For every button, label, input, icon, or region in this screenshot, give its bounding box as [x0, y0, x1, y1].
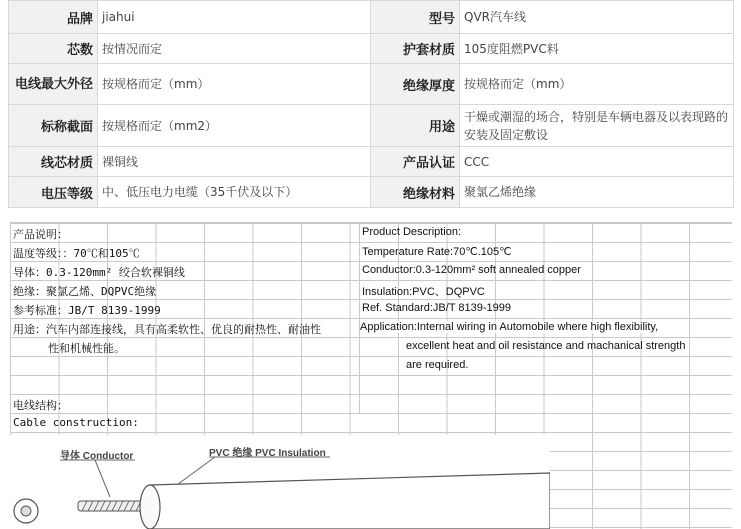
desc-cn-line: 产品说明：: [13, 228, 68, 241]
spec-key: 芯数: [9, 34, 98, 64]
spec-row: [9, 1, 734, 34]
spec-value: 裸铜线: [98, 147, 371, 177]
structure-heading-en: Cable construction:: [13, 416, 139, 429]
spec-table: [8, 0, 734, 208]
spec-row: [9, 34, 734, 64]
spec-key: 绝缘材料: [371, 177, 460, 208]
spec-value: 中、低压电力电缆（35千伏及以下）: [98, 177, 371, 208]
desc-cn-line: 性和机械性能。: [48, 342, 125, 355]
cross-section-core: [21, 506, 31, 516]
spec-key: 品牌: [9, 1, 98, 34]
desc-en-line: Product Description:: [362, 226, 462, 238]
description-grid: [10, 222, 732, 529]
spec-key: 标称截面: [9, 105, 98, 147]
spec-value: 按规格而定（mm）: [98, 64, 371, 105]
desc-en-line: Insulation:PVC、DQPVC: [362, 286, 485, 298]
spec-value: CCC: [460, 147, 734, 177]
spec-value: 105度阻燃PVC料: [460, 34, 734, 64]
desc-en-line: are required.: [406, 359, 469, 371]
conductor-label: 导体 Conductor: [60, 451, 134, 462]
spec-key: 型号: [371, 1, 460, 34]
spec-key: 电线最大外径: [9, 64, 98, 105]
spec-key: 护套材质: [371, 34, 460, 64]
spec-value: QVR汽车线: [460, 1, 734, 34]
spec-key: 绝缘厚度: [371, 64, 460, 105]
desc-en-line: Ref. Standard:JB/T 8139-1999: [362, 302, 512, 314]
spec-value: 聚氯乙烯绝缘: [460, 177, 734, 208]
column-divider: [359, 223, 360, 413]
spec-value: jiahui: [98, 1, 371, 34]
spec-key: 电压等级: [9, 177, 98, 208]
cable-diagram: [10, 435, 550, 529]
spec-row: [9, 147, 734, 177]
desc-cn-line: 导体：0.3-120mm² 绞合软裸铜线: [13, 266, 185, 279]
conductor-leader-line: [95, 460, 110, 497]
desc-en-line: excellent heat and oil resistance and machanical strength: [406, 340, 686, 352]
spec-row: [9, 64, 734, 105]
spec-value: 干燥或潮湿的场合，特别是车辆电器及以表现路的安装及固定敷设: [460, 105, 734, 147]
desc-cn-line: 用途：汽车内部连接线，具有高柔软性、优良的耐热性、耐油性: [13, 323, 321, 336]
spec-row: [9, 105, 734, 147]
desc-cn-line: 温度等级：：70℃和105℃: [13, 247, 140, 260]
structure-heading-cn: 电线结构：: [13, 399, 68, 412]
insulation-label: PVC 绝缘 PVC Insulation: [209, 448, 326, 459]
spec-key: 产品认证: [371, 147, 460, 177]
insulation-end: [140, 485, 160, 529]
desc-cn-line: 参考标准：JB/T 8139-1999: [13, 304, 161, 317]
spec-value: 按规格而定（mm）: [460, 64, 734, 105]
spec-value: 按情况而定: [98, 34, 371, 64]
spec-value: 按规格而定（mm2）: [98, 105, 371, 147]
spec-key: 用途: [371, 105, 460, 147]
desc-en-line: Application:Internal wiring in Automobile where high flexibility,: [360, 321, 659, 333]
desc-en-line: Temperature Rate:70℃.105℃: [362, 246, 512, 258]
spec-row: [9, 177, 734, 208]
spec-key: 线芯材质: [9, 147, 98, 177]
desc-en-line: Conductor:0.3-120mm² soft annealed copper: [362, 264, 581, 276]
insulation-jacket: [150, 473, 550, 529]
desc-cn-line: 绝缘：聚氯乙烯、DQPVC绝缘: [13, 285, 157, 298]
